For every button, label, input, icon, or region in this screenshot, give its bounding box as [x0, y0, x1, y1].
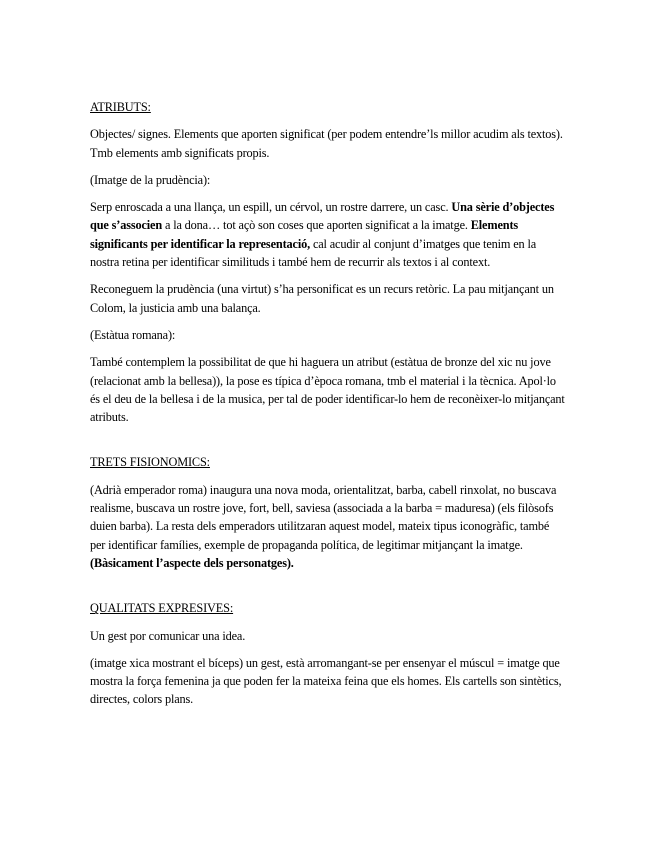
text-run: (Adrià emperador roma) inaugura una nova moda, orientalitzat, barba, cabell rinxolat, no buscava realisme, buscava un rostre jove, fort, bell, saviesa (associada a la barba = maduresa) (els filòsofs duien barba). La resta dels emperadors utilitzaran aquest model, mateix tipus iconogràfic, també per identificar famílies, exemple de propaganda política, de legitimar mitjançant la imatge.: [90, 482, 557, 552]
paragraph-gest: Un gest por comunicar una idea.: [90, 628, 246, 643]
paragraph-personification: Reconeguem la prudència (una virtut) s’ha personificat es un recurs retòric. La pau mitjançant un Colom, la justicia amb una balança.: [90, 282, 554, 315]
bold-text-run: Elements significants per identificar la representació,: [90, 218, 519, 251]
bold-text-run: Una sèrie d’objectes que s’associen: [90, 200, 555, 233]
document-page: [90, 98, 565, 718]
paragraph-apollo: També contemplem la possibilitat de que hi haguera un atribut (estàtua de bronze del xic nu jove (relacionat amb la bellesa)), la pose es típica d’època romana, tmb el material i la tècnica. Apol·lo és el deu de la bellesa i de la musica, per tal de poder identificar-lo hem de reconèixer-lo mitjançant atributs.: [90, 355, 565, 425]
text-run: Serp enroscada a una llança, un espill, un cérvol, un rostre darrere, un casc.: [90, 200, 452, 215]
caption-estatua-romana: (Estàtua romana):: [90, 327, 176, 342]
section-heading-qualitats-expresives: QUALITATS EXPRESIVES:: [90, 601, 234, 616]
section-heading-atributs: ATRIBUTS:: [90, 100, 151, 114]
paragraph-adria: [90, 481, 565, 572]
caption-prudencia: (Imatge de la prudència):: [90, 172, 211, 187]
paragraph-intro: Objectes/ signes. Elements que aporten significat (per podem entendre’ls millor acudim als textos). Tmb elements amb significats propis.: [90, 127, 563, 160]
paragraph-prudencia-description: [90, 198, 565, 271]
paragraph-biceps: (imatge xica mostrant el bíceps) un gest, està arromangant-se per ensenyar el múscul = imatge que mostra la força femenina ja que poden fer la mateixa feina que els homes. Els cartells son sintètics, directes, colors plans.: [90, 655, 562, 707]
bold-text-run: (Bàsicament l’aspecte dels personatges).: [90, 555, 294, 570]
section-spacer: [90, 581, 565, 599]
text-run: a la dona… tot açò son coses que aporten significat a la imatge.: [162, 218, 471, 233]
text-run: cal acudir al conjunt d’imatges que tenim en la nostra retina per identificar similituds i també hem de recurrir als textos i al context.: [90, 236, 537, 270]
section-spacer: [90, 435, 565, 453]
section-heading-trets-fisionomics: TRETS FISIONOMICS:: [90, 455, 210, 470]
